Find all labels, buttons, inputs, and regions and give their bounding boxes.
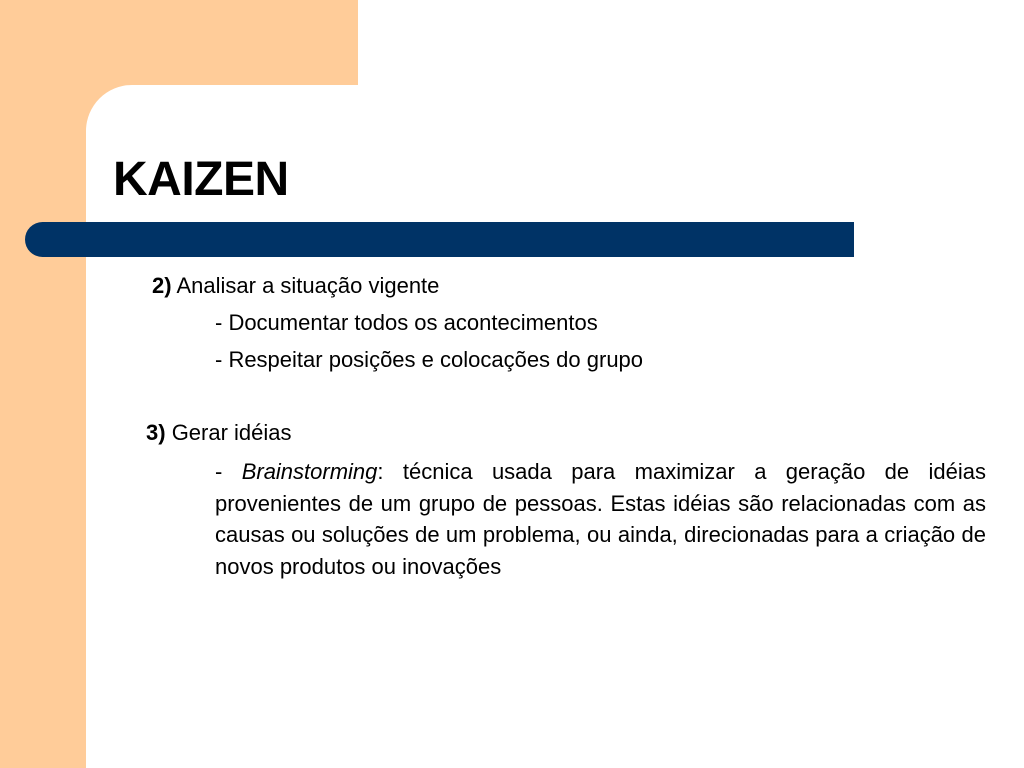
step-2-item-1: - Documentar todos os acontecimentos xyxy=(215,310,598,335)
brainstorming-term: Brainstorming xyxy=(241,459,378,484)
brainstorming-description: : técnica usada para maximizar a geração de idéias provenientes de um grupo de pessoas. Estas idéias são relacionadas com as causas ou soluções de um problema, ou ainda, direcionadas para a criação de novos produtos ou inovações xyxy=(215,459,986,579)
step-3-number: 3) xyxy=(146,420,166,445)
title-accent-bar xyxy=(25,222,854,257)
step-2-number: 2) xyxy=(152,273,172,298)
step-3-heading xyxy=(146,420,292,446)
step-2-heading xyxy=(152,273,439,299)
step-2-heading-text: Analisar a situação vigente xyxy=(176,273,440,298)
brainstorming-paragraph xyxy=(215,456,986,582)
step-3-heading-text: Gerar idéias xyxy=(171,420,292,445)
step-2-item-2: - Respeitar posições e colocações do grupo xyxy=(215,347,644,372)
slide-title: KAIZEN xyxy=(113,153,289,206)
paragraph-dash: - xyxy=(215,459,223,484)
